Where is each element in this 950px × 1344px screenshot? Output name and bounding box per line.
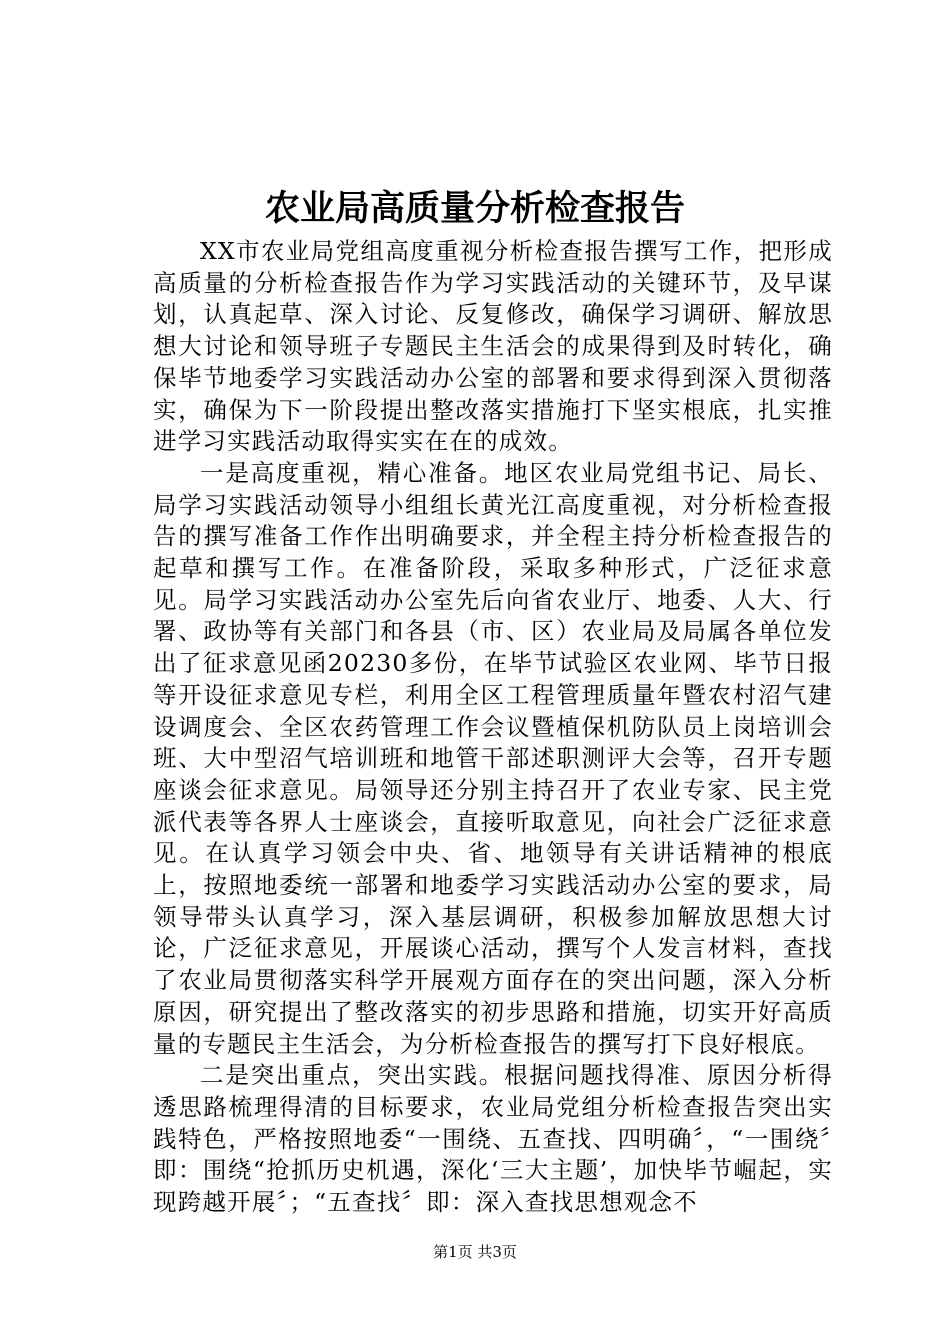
- paragraph-intro: XX市农业局党组高度重视分析检查报告撰写工作，把形成高质量的分析检查报告作为学习实践活动的关键环节，及早谋划，认真起草、深入讨论、反复修改，确保学习调研、解放思想大讨论和领导班子专题民主生活会的成果得到及时转化，确保毕节地委学习实践活动办公室的部署和要求得到深入贯彻落实，确保为下一阶段提出整改落实措施打下坚实根底，扎实推进学习实践活动取得实实在在的成效。: [153, 237, 833, 456]
- page-number-footer: 第1页 共3页: [433, 1243, 517, 1261]
- document-title: 农业局高质量分析检查报告: [264, 188, 685, 229]
- paragraph-second-point: 二是突出重点，突出实践。根据问题找得准、原因分析得透思路梳理得清的目标要求，农业局党组分析检查报告突出实践特色，严格按照地委“一围绕、五查找、四明确〞，“一围绕〞即：围绕“抢抓历史机遇，深化‘三大主题’，加快毕节崛起，实现跨越开展〞；“五查找〞即：深入查找思想观念不: [153, 1061, 833, 1217]
- document-body: [153, 236, 833, 1219]
- paragraph-first-point: 一是高度重视，精心准备。地区农业局党组书记、局长、局学习实践活动领导小组组长黄光江高度重视，对分析检查报告的撰写准备工作作出明确要求，并全程主持分析检查报告的起草和撰写工作。在准备阶段，采取多种形式，广泛征求意见。局学习实践活动办公室先后向省农业厅、地委、人大、行署、政协等有关部门和各县（市、区）农业局及局属各单位发出了征求意见函20230多份，在毕节试验区农业网、毕节日报等开设征求意见专栏，利用全区工程管理质量年暨农村沼气建设调度会、全区农药管理工作会议暨植保机防队员上岗培训会班、大中型沼气培训班和地管干部述职测评大会等，召开专题座谈会征求意见。局领导还分别主持召开了农业专家、民主党派代表等各界人士座谈会，直接听取意见，向社会广泛征求意见。在认真学习领会中央、省、地领导有关讲话精神的根底上，按照地委统一部署和地委学习实践活动办公室的要求，局领导带头认真学习，深入基层调研，积极参加解放思想大讨论，广泛征求意见，开展谈心活动，撰写个人发言材料，查找了农业局贯彻落实科学开展观方面存在的突出问题，深入分析原因，研究提出了整改落实的初步思路和措施，切实开好高质量的专题民主生活会，为分析检查报告的撰写打下良好根底。: [153, 458, 833, 1058]
